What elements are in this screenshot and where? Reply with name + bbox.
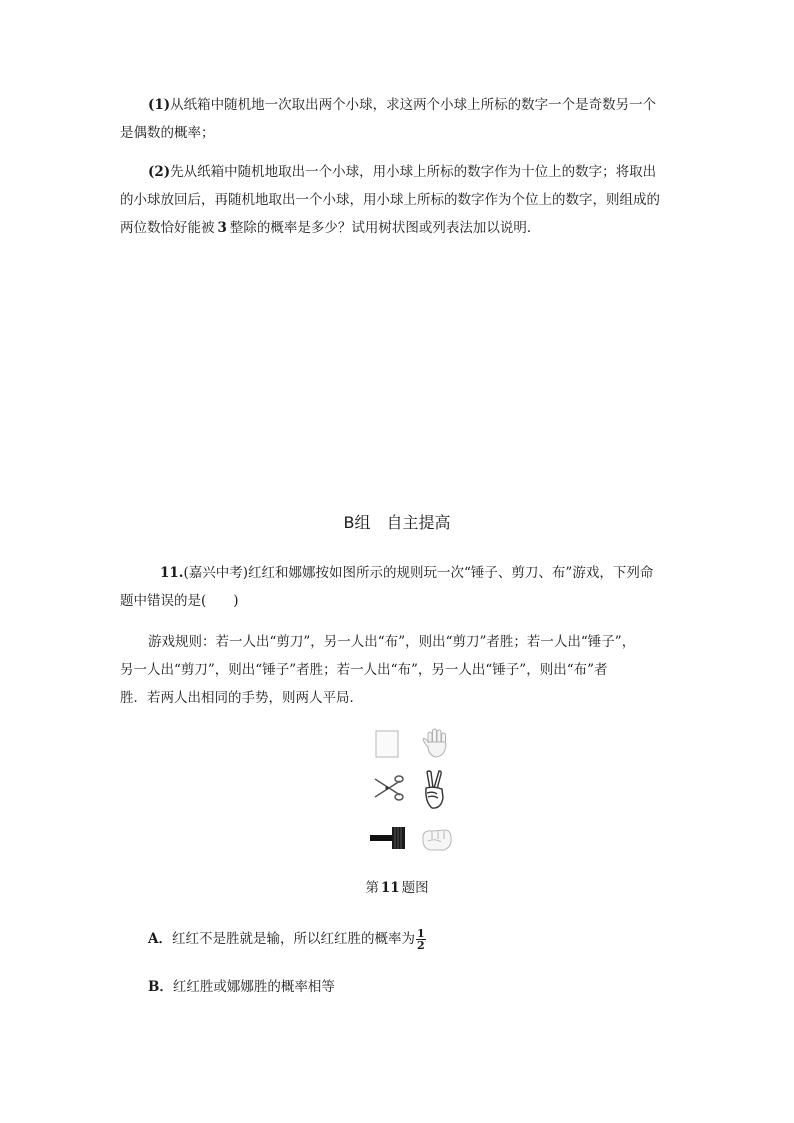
q10-part2-line3-b: 整除的概率是多少？试用树状图或列表法加以说明． (229, 220, 541, 236)
fraction-denominator: 2 (416, 939, 425, 952)
option-a-text: 红红不是胜就是输，所以红红胜的概率为 (171, 931, 415, 947)
option-b-letter: B． (148, 979, 173, 995)
q10-part2-line3-a: 两位数恰好能被 (120, 220, 215, 236)
rules-line3: 胜．若两人出相同的手势，则两人平局． (120, 690, 363, 706)
q10-part2-text: 先从纸箱中随机地取出一个小球，用小球上所标的数字作为十位上的数字；将取出 (170, 164, 657, 180)
option-a-fraction (416, 928, 426, 951)
hammer-icon (368, 822, 408, 854)
victory-hand-icon (419, 768, 449, 812)
option-b (148, 976, 335, 998)
section-title: B组 自主提高 (343, 513, 451, 532)
q11-line1 (160, 562, 653, 584)
open-hand-icon (421, 726, 451, 760)
paper-icon (372, 728, 402, 760)
caption-number: 11 (380, 880, 400, 896)
figure-caption (0, 878, 794, 898)
q11-line1-text: (嘉兴中考)红红和娜娜按如图所示的规则玩一次“锤子、剪刀、布”游戏，下列命 (183, 565, 654, 581)
option-a (148, 928, 426, 951)
q10-part1-text: 从纸箱中随机地一次取出两个小球，求这两个小球上所标的数字一个是奇数另一个 (170, 97, 657, 113)
fist-icon (420, 826, 454, 854)
q10-part2-line2: 的小球放回后，再随机地取出一个小球，用小球上所标的数字作为个位上的数字，则组成的 (120, 192, 660, 208)
caption-a: 第 (365, 880, 379, 896)
option-b-text: 红红胜或娜娜胜的概率相等 (172, 979, 335, 995)
q11-line2: 题中错误的是( ) (120, 593, 239, 609)
scissors-icon (370, 773, 406, 803)
option-a-letter: A． (148, 931, 172, 947)
caption-b: 题图 (401, 880, 429, 896)
q10-part2-line3 (120, 217, 540, 239)
q10-part2-label: (2) (148, 164, 171, 180)
rules-line2: 另一人出“剪刀”，则出“锤子”者胜；若一人出“布”，另一人出“锤子”，则出“布”者 (120, 662, 608, 678)
q10-part1-label: (1) (148, 97, 171, 113)
q10-part1-line2: 是偶数的概率； (120, 125, 215, 141)
q11-number: 11. (160, 565, 184, 581)
q10-part2-number: 3 (217, 220, 227, 236)
q10-part1-line1 (148, 94, 656, 116)
q10-part2-line1 (148, 161, 656, 183)
rules-line1: 游戏规则：若一人出“剪刀”，另一人出“布”，则出“剪刀”者胜；若一人出“锤子”， (148, 634, 636, 650)
fraction-numerator: 1 (416, 927, 425, 940)
